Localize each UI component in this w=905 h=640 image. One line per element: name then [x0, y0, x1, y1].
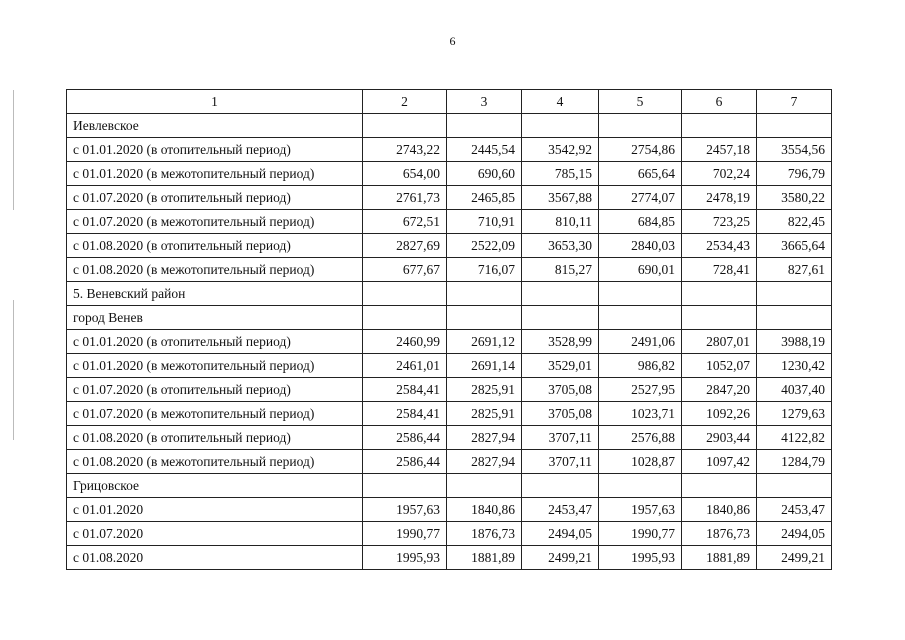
tariff-value-cell — [757, 306, 832, 330]
tariff-value-cell: 1092,26 — [682, 402, 757, 426]
tariff-value-cell: 2586,44 — [363, 450, 447, 474]
table-row — [67, 426, 832, 450]
tariff-value-cell — [522, 282, 599, 306]
table-row — [67, 402, 832, 426]
row-label: Грицовское — [67, 474, 363, 498]
tariff-value-cell: 2534,43 — [682, 234, 757, 258]
tariff-value-cell: 796,79 — [757, 162, 832, 186]
tariff-value-cell: 3665,64 — [757, 234, 832, 258]
tariff-value-cell: 2827,69 — [363, 234, 447, 258]
tariff-value-cell: 2460,99 — [363, 330, 447, 354]
tariff-value-cell: 677,67 — [363, 258, 447, 282]
tariff-value-cell — [363, 282, 447, 306]
tariff-value-cell: 2491,06 — [599, 330, 682, 354]
tariff-value-cell: 2827,94 — [447, 450, 522, 474]
tariff-value-cell: 3542,92 — [522, 138, 599, 162]
page-number: 6 — [449, 34, 456, 48]
row-label: с 01.08.2020 (в отопительный период) — [67, 234, 363, 258]
tariff-value-cell — [447, 114, 522, 138]
tariff-value-cell: 2453,47 — [757, 498, 832, 522]
row-label: 5. Веневский район — [67, 282, 363, 306]
tariff-value-cell: 2461,01 — [363, 354, 447, 378]
row-label: с 01.07.2020 — [67, 522, 363, 546]
tariff-value-cell: 3567,88 — [522, 186, 599, 210]
tariff-value-cell: 2584,41 — [363, 402, 447, 426]
table-row — [67, 234, 832, 258]
tariff-value-cell: 2576,88 — [599, 426, 682, 450]
tariff-value-cell: 690,60 — [447, 162, 522, 186]
tariff-value-cell: 1284,79 — [757, 450, 832, 474]
tariff-value-cell: 1230,42 — [757, 354, 832, 378]
tariff-value-cell — [682, 282, 757, 306]
tariff-value-cell: 2743,22 — [363, 138, 447, 162]
tariff-value-cell — [599, 306, 682, 330]
tariff-value-cell: 672,51 — [363, 210, 447, 234]
row-label: Иевлевское — [67, 114, 363, 138]
tariff-value-cell: 728,41 — [682, 258, 757, 282]
scan-margin-mark — [13, 90, 14, 210]
tariff-value-cell: 2825,91 — [447, 378, 522, 402]
tariff-value-cell — [757, 474, 832, 498]
tariff-value-cell: 2499,21 — [522, 546, 599, 570]
tariff-value-cell: 3528,99 — [522, 330, 599, 354]
table-row — [67, 330, 832, 354]
tariff-value-cell: 2445,54 — [447, 138, 522, 162]
tariff-value-cell: 785,15 — [522, 162, 599, 186]
row-label: с 01.07.2020 (в отопительный период) — [67, 378, 363, 402]
table-row — [67, 546, 832, 570]
tariff-value-cell: 1028,87 — [599, 450, 682, 474]
tariff-value-cell: 1876,73 — [447, 522, 522, 546]
tariff-value-cell — [682, 306, 757, 330]
tariff-value-cell — [522, 474, 599, 498]
row-label: с 01.01.2020 (в межотопительный период) — [67, 354, 363, 378]
row-label: с 01.08.2020 — [67, 546, 363, 570]
tariff-value-cell — [757, 114, 832, 138]
tariff-value-cell: 2774,07 — [599, 186, 682, 210]
tariff-value-cell: 3529,01 — [522, 354, 599, 378]
row-label: с 01.01.2020 (в отопительный период) — [67, 138, 363, 162]
table-row — [67, 474, 832, 498]
column-number-row — [67, 90, 832, 114]
tariff-value-cell: 702,24 — [682, 162, 757, 186]
table-row — [67, 138, 832, 162]
tariff-value-cell — [363, 114, 447, 138]
table-row — [67, 258, 832, 282]
row-label: с 01.01.2020 — [67, 498, 363, 522]
tariff-table — [66, 89, 832, 570]
row-label: с 01.01.2020 (в отопительный период) — [67, 330, 363, 354]
tariff-value-cell: 1840,86 — [682, 498, 757, 522]
column-number-header: 4 — [522, 90, 599, 114]
tariff-value-cell: 4122,82 — [757, 426, 832, 450]
tariff-value-cell — [599, 282, 682, 306]
tariff-value-cell: 2499,21 — [757, 546, 832, 570]
table-row — [67, 186, 832, 210]
tariff-value-cell: 2807,01 — [682, 330, 757, 354]
table-row — [67, 306, 832, 330]
tariff-value-cell: 1957,63 — [599, 498, 682, 522]
tariff-value-cell: 2522,09 — [447, 234, 522, 258]
tariff-value-cell: 3705,08 — [522, 402, 599, 426]
tariff-value-cell: 665,64 — [599, 162, 682, 186]
tariff-value-cell — [522, 114, 599, 138]
tariff-table-body — [67, 90, 832, 570]
tariff-value-cell: 2761,73 — [363, 186, 447, 210]
tariff-value-cell: 1840,86 — [447, 498, 522, 522]
tariff-value-cell: 2494,05 — [522, 522, 599, 546]
tariff-value-cell: 1995,93 — [599, 546, 682, 570]
tariff-value-cell: 3554,56 — [757, 138, 832, 162]
tariff-value-cell — [682, 474, 757, 498]
tariff-value-cell: 2840,03 — [599, 234, 682, 258]
tariff-value-cell: 2827,94 — [447, 426, 522, 450]
tariff-value-cell: 1097,42 — [682, 450, 757, 474]
tariff-value-cell: 2586,44 — [363, 426, 447, 450]
tariff-value-cell: 2825,91 — [447, 402, 522, 426]
tariff-value-cell: 716,07 — [447, 258, 522, 282]
tariff-value-cell: 654,00 — [363, 162, 447, 186]
tariff-value-cell: 3653,30 — [522, 234, 599, 258]
tariff-value-cell: 1990,77 — [363, 522, 447, 546]
tariff-value-cell: 684,85 — [599, 210, 682, 234]
tariff-value-cell — [757, 282, 832, 306]
tariff-value-cell: 3705,08 — [522, 378, 599, 402]
tariff-value-cell: 1957,63 — [363, 498, 447, 522]
tariff-value-cell: 3580,22 — [757, 186, 832, 210]
table-row — [67, 378, 832, 402]
table-row — [67, 354, 832, 378]
tariff-value-cell: 2847,20 — [682, 378, 757, 402]
tariff-value-cell: 1881,89 — [682, 546, 757, 570]
tariff-value-cell — [599, 114, 682, 138]
tariff-value-cell: 2584,41 — [363, 378, 447, 402]
column-number-header: 2 — [363, 90, 447, 114]
tariff-value-cell: 710,91 — [447, 210, 522, 234]
tariff-value-cell: 1052,07 — [682, 354, 757, 378]
row-label: с 01.07.2020 (в отопительный период) — [67, 186, 363, 210]
tariff-value-cell — [682, 114, 757, 138]
tariff-value-cell — [599, 474, 682, 498]
tariff-value-cell — [363, 474, 447, 498]
row-label: с 01.08.2020 (в межотопительный период) — [67, 450, 363, 474]
tariff-value-cell: 815,27 — [522, 258, 599, 282]
tariff-value-cell: 2903,44 — [682, 426, 757, 450]
tariff-value-cell: 2478,19 — [682, 186, 757, 210]
row-label: с 01.07.2020 (в межотопительный период) — [67, 210, 363, 234]
table-row — [67, 450, 832, 474]
row-label: с 01.08.2020 (в отопительный период) — [67, 426, 363, 450]
tariff-value-cell: 1881,89 — [447, 546, 522, 570]
tariff-value-cell: 690,01 — [599, 258, 682, 282]
tariff-value-cell: 3988,19 — [757, 330, 832, 354]
tariff-value-cell: 3707,11 — [522, 426, 599, 450]
tariff-value-cell: 2494,05 — [757, 522, 832, 546]
tariff-value-cell: 2691,12 — [447, 330, 522, 354]
column-number-header: 5 — [599, 90, 682, 114]
tariff-value-cell: 986,82 — [599, 354, 682, 378]
tariff-value-cell: 723,25 — [682, 210, 757, 234]
table-row — [67, 498, 832, 522]
tariff-value-cell: 827,61 — [757, 258, 832, 282]
tariff-value-cell: 3707,11 — [522, 450, 599, 474]
tariff-value-cell: 2691,14 — [447, 354, 522, 378]
tariff-value-cell: 1990,77 — [599, 522, 682, 546]
tariff-value-cell — [447, 282, 522, 306]
row-label: с 01.07.2020 (в межотопительный период) — [67, 402, 363, 426]
tariff-value-cell: 1023,71 — [599, 402, 682, 426]
row-label: город Венев — [67, 306, 363, 330]
tariff-value-cell: 1995,93 — [363, 546, 447, 570]
tariff-value-cell: 822,45 — [757, 210, 832, 234]
tariff-value-cell: 2457,18 — [682, 138, 757, 162]
tariff-value-cell: 2527,95 — [599, 378, 682, 402]
table-row — [67, 210, 832, 234]
tariff-value-cell: 2465,85 — [447, 186, 522, 210]
table-row — [67, 114, 832, 138]
column-number-header: 1 — [67, 90, 363, 114]
tariff-value-cell — [522, 306, 599, 330]
tariff-value-cell — [363, 306, 447, 330]
tariff-value-cell: 1876,73 — [682, 522, 757, 546]
column-number-header: 7 — [757, 90, 832, 114]
column-number-header: 6 — [682, 90, 757, 114]
row-label: с 01.08.2020 (в межотопительный период) — [67, 258, 363, 282]
row-label: с 01.01.2020 (в межотопительный период) — [67, 162, 363, 186]
tariff-value-cell: 2453,47 — [522, 498, 599, 522]
tariff-value-cell: 2754,86 — [599, 138, 682, 162]
table-row — [67, 282, 832, 306]
column-number-header: 3 — [447, 90, 522, 114]
tariff-value-cell — [447, 306, 522, 330]
tariff-value-cell: 1279,63 — [757, 402, 832, 426]
tariff-value-cell — [447, 474, 522, 498]
tariff-value-cell: 810,11 — [522, 210, 599, 234]
table-row — [67, 522, 832, 546]
tariff-value-cell: 4037,40 — [757, 378, 832, 402]
table-row — [67, 162, 832, 186]
scan-margin-mark — [13, 300, 14, 440]
